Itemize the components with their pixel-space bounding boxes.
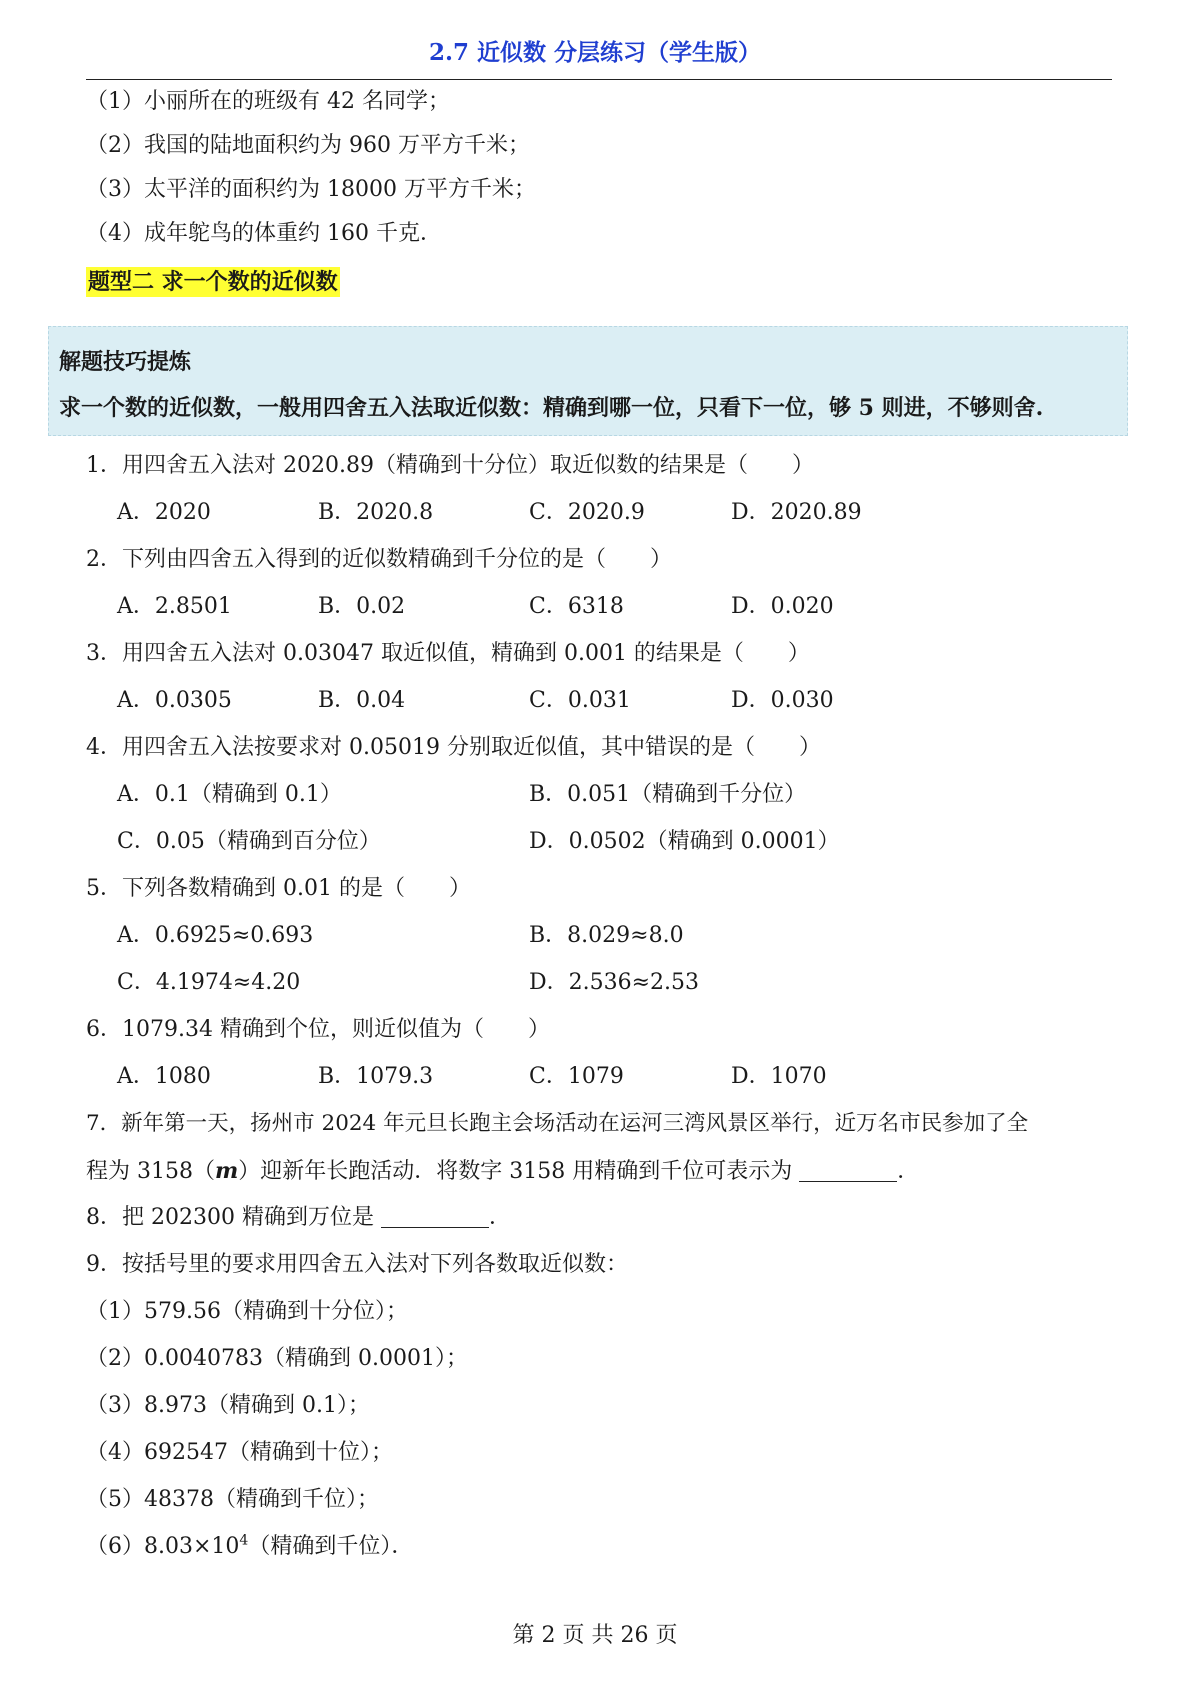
top-item-2: （2）我国的陆地面积约为 960 万平方千米； [86, 133, 530, 158]
question-3-stem: 3．用四舍五入法对 0.03047 取近似值，精确到 0.001 的结果是（ ） [86, 641, 810, 666]
question-9-item-6 [86, 1533, 413, 1561]
question-4-option-b: B．0.051（精确到千分位） [529, 782, 807, 807]
question-8-text: 8．把 202300 精确到万位是 [86, 1205, 374, 1230]
tip-title: 解题技巧提炼 [59, 349, 192, 375]
top-item-4: （4）成年鸵鸟的体重约 160 千克． [86, 221, 442, 246]
question-9-item-6-b: （精确到千位）． [248, 1534, 414, 1559]
question-2-stem: 2．下列由四舍五入得到的近似数精确到千分位的是（ ） [86, 547, 672, 572]
question-5-option-d: D．2.536≈2.53 [529, 970, 700, 995]
question-9-stem: 9．按括号里的要求用四舍五入法对下列各数取近似数： [86, 1252, 628, 1277]
question-4-option-a: A．0.1（精确到 0.1） [117, 782, 342, 807]
question-7-line-2 [86, 1157, 919, 1186]
question-5-option-b: B．8.029≈8.0 [529, 923, 684, 948]
top-item-1: （1）小丽所在的班级有 42 名同学； [86, 89, 450, 114]
tip-box [48, 326, 1128, 436]
question-2-option-d: D．0.020 [731, 594, 834, 619]
question-2-option-c: C．6318 [529, 594, 624, 619]
question-3-option-b: B．0.04 [318, 688, 406, 713]
question-6-option-a: A．1080 [117, 1064, 211, 1089]
question-8-answer-blank[interactable] [381, 1205, 489, 1228]
question-2-option-b: B．0.02 [318, 594, 406, 619]
question-9-item-6-a: （6）8.03×10 [86, 1534, 240, 1559]
question-3-option-a: A．0.0305 [117, 688, 232, 713]
header-rule [86, 79, 1112, 80]
question-1-option-b: B．2020.8 [318, 500, 434, 525]
question-7-text-b: ）迎新年长跑活动．将数字 3158 用精确到千位可表示为 [238, 1159, 793, 1184]
question-5-option-c: C．4.1974≈4.20 [117, 970, 301, 995]
question-3-option-d: D．0.030 [731, 688, 834, 713]
question-4-option-d: D．0.0502（精确到 0.0001） [529, 829, 840, 854]
question-6-option-d: D．1070 [731, 1064, 827, 1089]
question-9-item-5: （5）48378（精确到千位）； [86, 1487, 379, 1512]
question-6-option-c: C．1079 [529, 1064, 624, 1089]
question-7-unit-m: m [214, 1158, 239, 1184]
page-footer: 第 2 页 共 26 页 [512, 1623, 678, 1648]
question-2-option-a: A．2.8501 [117, 594, 232, 619]
question-4-option-c: C．0.05（精确到百分位） [117, 829, 381, 854]
question-1-option-c: C．2020.9 [529, 500, 645, 525]
question-1-option-d: D．2020.89 [731, 500, 862, 525]
section-title: 题型二 求一个数的近似数 [88, 269, 338, 295]
question-6-option-b: B．1079.3 [318, 1064, 434, 1089]
question-8-end: ． [488, 1205, 511, 1230]
section-heading [86, 268, 340, 297]
question-7-answer-blank[interactable] [799, 1159, 897, 1182]
question-1-stem: 1．用四舍五入法对 2020.89（精确到十分位）取近似数的结果是（ ） [86, 453, 814, 478]
question-5-option-a: A．0.6925≈0.693 [117, 923, 314, 948]
question-7-text-a: 程为 3158（ [86, 1159, 215, 1184]
question-7-end: ． [897, 1159, 920, 1184]
question-9-item-3: （3）8.973（精确到 0.1）； [86, 1393, 370, 1418]
question-8-line [86, 1204, 511, 1232]
tip-text: 求一个数的近似数，一般用四舍五入法取近似数：精确到哪一位，只看下一位，够 5 则进，不够则舍. [59, 395, 1044, 421]
question-1-option-a: A．2020 [117, 500, 211, 525]
question-3-option-c: C．0.031 [529, 688, 631, 713]
question-9-item-4: （4）692547（精确到十位）； [86, 1440, 393, 1465]
question-9-item-2: （2）0.0040783（精确到 0.0001）； [86, 1346, 468, 1371]
question-6-stem: 6．1079.34 精确到个位，则近似值为（ ） [86, 1017, 550, 1042]
top-item-3: （3）太平洋的面积约为 18000 万平方千米； [86, 177, 536, 202]
question-7-line-1: 7．新年第一天，扬州市 2024 年元旦长跑主会场活动在运河三湾风景区举行，近万名市民参加了全 [86, 1111, 1029, 1136]
question-4-stem: 4．用四舍五入法按要求对 0.05019 分别取近似值，其中错误的是（ ） [86, 735, 821, 760]
page-header-title: 2.7 近似数 分层练习（学生版） [428, 39, 762, 66]
question-9-item-1: （1）579.56（精确到十分位）； [86, 1299, 408, 1324]
question-9-item-6-exponent: 4 [239, 1532, 249, 1549]
question-5-stem: 5．下列各数精确到 0.01 的是（ ） [86, 876, 471, 901]
